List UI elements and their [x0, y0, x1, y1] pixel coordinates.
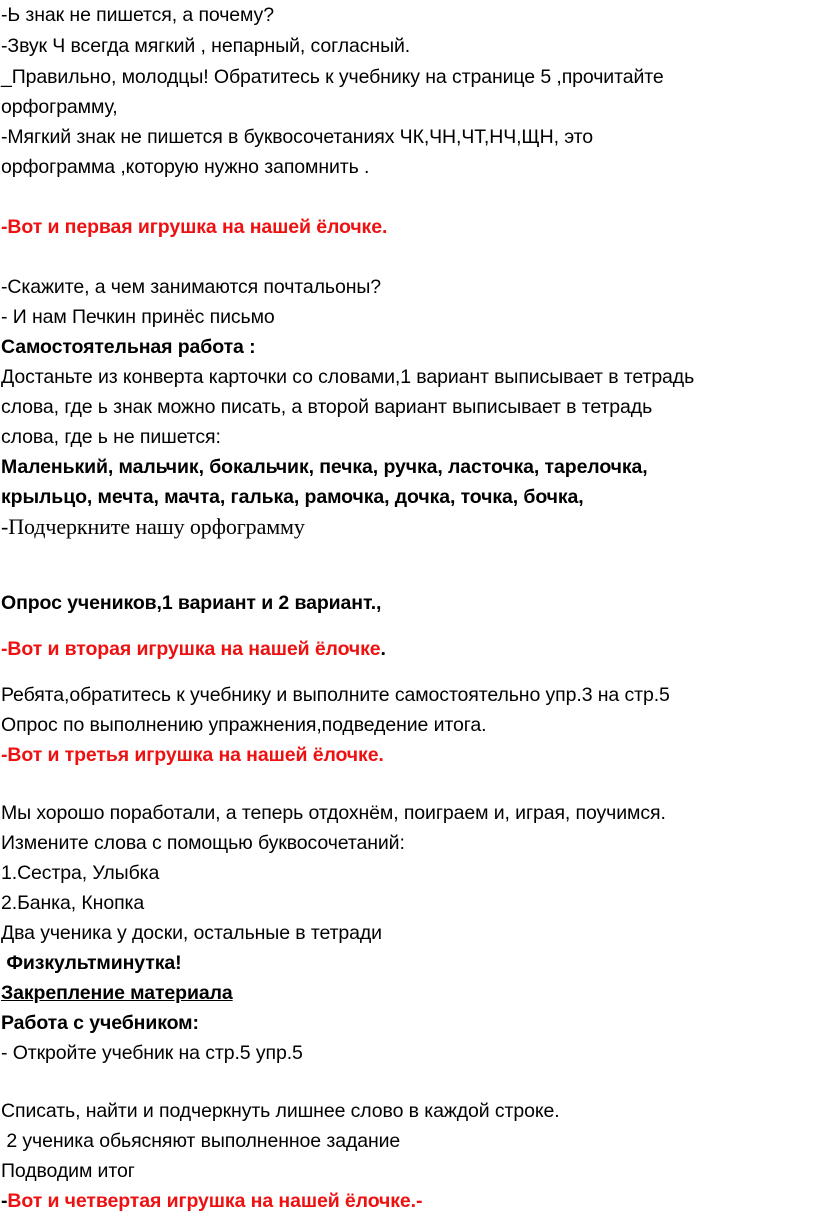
text-line: -Ь знак не пишется, а почему?: [1, 4, 274, 26]
text-line: _Правильно, молодцы! Обратитесь к учебнику на странице 5 ,прочитайте: [1, 66, 664, 88]
text-line: Ребята,обратитесь к учебнику и выполните самостоятельно упр.3 на стр.5: [1, 684, 670, 706]
text-line: Измените слова с помощью буквосочетаний:: [1, 832, 405, 854]
text-line: Подводим итог: [1, 1160, 135, 1182]
text-line: Мы хорошо поработали, а теперь отдохнём, поиграем и, играя, поучимся.: [1, 802, 666, 824]
dash: -: [1, 1190, 8, 1212]
text-line: -Мягкий знак не пишется в буквосочетаниях ЧК,ЧН,ЧТ,НЧ,ЩН, это: [1, 126, 593, 148]
text-line: Два ученика у доски, остальные в тетради: [1, 922, 382, 944]
highlight-line: -Вот и первая игрушка на нашей ёлочке.: [1, 216, 388, 238]
text-line: -Скажите, а чем занимаются почтальоны?: [1, 276, 382, 298]
text-line: Списать, найти и подчеркнуть лишнее слово в каждой строке.: [1, 1100, 560, 1122]
text-line: 2 ученика обьясняют выполненное задание: [1, 1130, 401, 1152]
text-line: орфограмму,: [1, 96, 118, 118]
section-heading: Самостоятельная работа :: [1, 336, 256, 358]
section-heading: Работа с учебником:: [1, 1012, 199, 1034]
period: .: [380, 638, 386, 660]
word-list-line: Маленький, мальчик, бокальчик, печка, ручка, ласточка, тарелочка,: [1, 456, 648, 478]
list-item: 2.Банка, Кнопка: [1, 892, 145, 914]
text-line: -Звук Ч всегда мягкий , непарный, согласный.: [1, 35, 411, 57]
highlight-line: -Вот и третья игрушка на нашей ёлочке.: [1, 744, 384, 766]
text-line: слова, где ь не пишется:: [1, 426, 221, 448]
list-item: 1.Сестра, Улыбка: [1, 862, 160, 884]
text-line: Достаньте из конверта карточки со словами,1 вариант выписывает в тетрадь: [1, 366, 695, 388]
highlight-text: -Вот и вторая игрушка на нашей ёлочке: [1, 638, 381, 660]
text-line: слова, где ь знак можно писать, а второй вариант выписывает в тетрадь: [1, 396, 653, 418]
underlined-heading-text: Закрепление материала: [1, 982, 233, 1004]
text-line: -Подчеркните нашу орфограмму: [1, 514, 305, 539]
text-line: орфограмма ,которую нужно запомнить .: [1, 156, 370, 178]
section-heading: Опрос учеников,1 вариант и 2 вариант.,: [1, 592, 382, 614]
highlight-line: [1, 634, 813, 664]
word-list-line: крыльцо, мечта, мачта, галька, рамочка, дочка, точка, бочка,: [1, 486, 584, 508]
section-heading-underlined: [1, 978, 813, 1008]
highlight-line: [1, 1186, 813, 1216]
highlight-text: Вот и четвертая игрушка на нашей ёлочке.-: [7, 1190, 423, 1212]
text-line: - И нам Печкин принёс письмо: [1, 306, 275, 328]
text-line: Опрос по выполнению упражнения,подведение итога.: [1, 714, 487, 736]
section-heading: Физкультминутка!: [1, 952, 182, 974]
text-line: - Откройте учебник на стр.5 упр.5: [1, 1042, 303, 1064]
